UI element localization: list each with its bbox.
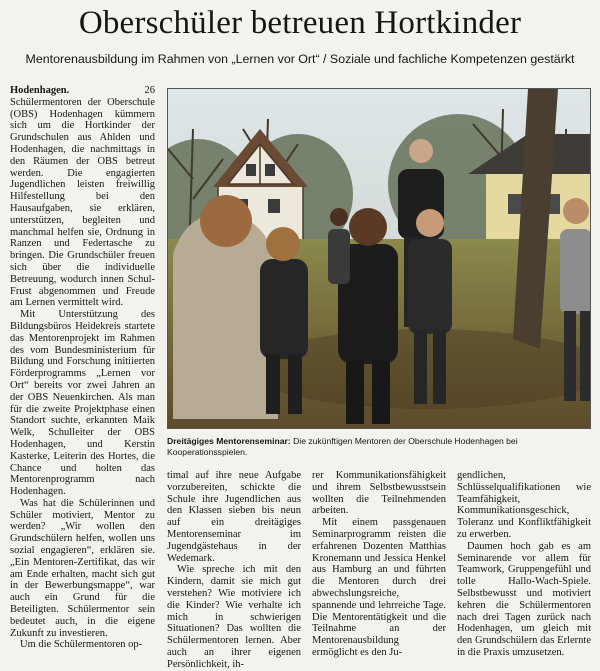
article-column-1 bbox=[10, 85, 155, 651]
caption-text: Die zukünftigen Mentoren der Oberschule Hodenhagen bei Kooperationsspielen. bbox=[167, 436, 518, 457]
article-subheadline: Mentorenausbildung im Rahmen von „Lernen vor Ort“ / Soziale und fachliche Kompetenzen gestärkt bbox=[25, 52, 575, 66]
paragraph: Um die Schülermentoren op- bbox=[20, 639, 143, 651]
paragraph-text: 26 Schülermentoren der Oberschule (OBS) Hodenhagen kümmern sich um die Hortkinder der Grundschulen aus Ahlden und Hodenhagen, die nachmittags in den Räumen der OBS betreut werden. Die engagierten Jugendlichen leisten freiwillig Hilfestellung bei den Hausaufgaben, sie erklären, unterstützen, begleiten und manchmal helfen sie, Ordnung in Ranzen und Federtasche zu bringen. Die Grundschüler freuen sich über die individuelle Betreuung, wodurch innen Schul-Frust abgenommen und Freude am Lernen vermittelt wird. bbox=[10, 85, 155, 309]
paragraph: Was hat die Schülerinnen und Schüler motiviert, Mentor zu werden? „Wir wollen den Grundschülern helfen, wollen uns sozial engagieren“, erklären sie. „Ein Mentoren-Zertifikat, das wir am Ende erhalten, macht sich gut in der Bewerbungsmappe“, war auch ein Grund für die Beteiligten. Schülermentor sein bedeutet auch, in die eigene Zukunft zu investieren. bbox=[10, 497, 155, 639]
dateline: Hodenhagen. bbox=[10, 85, 70, 96]
caption-title: Dreitägiges Mentorenseminar: bbox=[167, 436, 291, 446]
paragraph: timal auf ihre neue Aufgabe vorzubereiten, schickte die Schule ihre Jugendlichen aus den Klassen sieben bis neun auf ein dreitägiges Mentorenseminar im Jugendgästehaus in der Wedemark. bbox=[167, 470, 301, 564]
article-photo bbox=[167, 88, 591, 429]
article-column-4 bbox=[457, 470, 591, 659]
article-column-3 bbox=[312, 470, 446, 659]
paragraph: Mit einem passgenauen Seminarprogramm reisten die erfahrenen Dozenten Matthias Kronemann und Jessica Henkel aus Hamburg an und führten die Mentoren durch drei abwechslungsreiche, spannende und lehrreiche Tage. Die Mentorentätigkeit und die Teilnahme an der Mentorenausbildung ermöglicht es den Ju- bbox=[312, 517, 446, 658]
paragraph: rer Kommunikationsfähigkeit und ihrem Selbstbewusstsein wollten die Teilnehmenden arbeiten. bbox=[312, 470, 446, 517]
paragraph bbox=[10, 85, 155, 309]
paragraph: Mit Unterstützung des Bildungsbüros Heidekreis startete das Mentorenprojekt im Rahmen des vom Bundesministerium für Bildung und Forschung initiierten Förderprogramms „Lernen vor Ort“ bereits vor zwei Jahren an der OBS Neuenkirchen. Als man für die zweite Projektphase einen Standort suchte, erkannten Maik Welk, Schulleiter der OBS Hodenhagen, und Kerstin Kasterke, Leiterin des Hortes, die Chance und holten das Mentorenprogramm nach Hodenhagen. bbox=[10, 309, 155, 498]
paragraph: Daumen hoch gab es am Seminarende vor allem für Teamwork, Gruppengefühl und tolle Hallo-Wach-Spiele. Selbstbewusst und motiviert kehren die Schülermentoren nach drei Tagen zurück nach Hodenhagen, um gleich mit den Grundschülern das Erlernte in die Praxis umzusetzen. bbox=[457, 540, 591, 658]
article-column-2 bbox=[167, 470, 301, 671]
article-headline: Oberschüler betreuen Hortkinder bbox=[78, 5, 522, 41]
paragraph: gendlichen, Schlüsselqualifikationen wie Teamfähigkeit, Kommunikationsgeschick, Toleranz und Konfliktfähigkeit zu erwerben. bbox=[457, 470, 591, 540]
photo-caption bbox=[167, 436, 591, 458]
paragraph: Wie spreche ich mit den Kindern, damit sie mich gut verstehen? Wie motiviere ich die Kinder? Wie verhalte ich mich in schwierigen Situationen? Das wollten die Schülermentoren lernen. Aber auch an ihrer eigenen Persönlichkeit, ih- bbox=[167, 564, 301, 670]
